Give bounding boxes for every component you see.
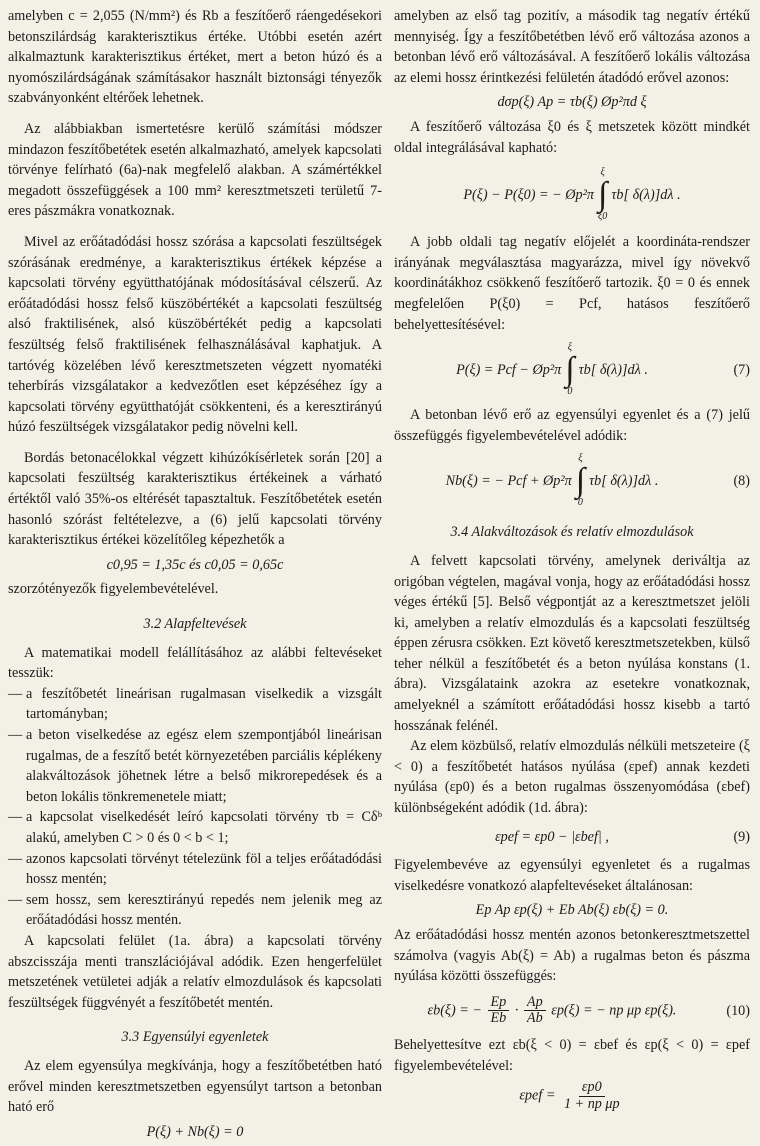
- equation-rhs: εp(ξ) = − np μp εp(ξ).: [551, 1002, 677, 1019]
- equation-lhs: εb(ξ) = −: [427, 1002, 482, 1019]
- integral-sign: ξ ∫ 0: [575, 453, 586, 509]
- lower-limit: 0: [567, 386, 573, 398]
- paragraph: A jobb oldali tag negatív előjelét a koordináta-rendszer irányának megválasztása magyarázza, mivel így növekvő koordinátákhoz csökkenő feszítőerő tartozik. ξ0 = 0 és ennek megfelelően P(ξ0) = Pcf, hatásos feszítőerő behelyettesítésével:: [394, 234, 750, 333]
- equation-lhs: Nb(ξ) = − Pcf + Øp²π: [445, 473, 572, 490]
- denominator: 1 + np μp: [563, 1095, 620, 1112]
- paragraph: amelyben az első tag pozitív, a második tag negatív értékű mennyiség. Így a feszítőbetétben lévő erő változása azonos a betonban lévő erő változásával. A feszítőerő lokális változása az elemi hossz érintkezési felületén átadódó erővel azonos:: [394, 8, 750, 86]
- equation-11: [394, 1080, 750, 1112]
- integral-sign: ξ ∫ ξ0: [598, 167, 608, 223]
- paragraph: A felvett kapcsolati törvény, amelynek deriváltja az origóban végtelen, magával vonja, hogy az erőátadódási hossz véges értékű [5]. Belső végpontját az a keresztmetszet jelöli ki, amelyben a relatív elmozdulás és a kapcsolati feszültség éppen zérusra csökken. Ezt követő keresztmetszetekben, külső teher nélkül a feszítőbetét és a beton nyúlása konstans (1. ábra). Vizsgálataink azokra az esetekre vonatkoznak, amelyeknél a számított erőátadódási hossz kisebb a tartó hosszának felénél.: [394, 552, 750, 734]
- list-item: — a kapcsolat viselkedését leíró kapcsolati törvény τb = Cδᵇ alakú, amelyben C > 0 és 0 < b < 1;: [8, 807, 382, 848]
- equation-rhs: τb[ δ(λ)]dλ .: [611, 186, 681, 203]
- numerator: εp0: [579, 1080, 605, 1097]
- section-heading-3-3: 3.3 Egyensúlyi egyenletek: [121, 1029, 269, 1046]
- integral-sign: ξ ∫ 0: [565, 342, 575, 398]
- paragraph: Mivel az erőátadódási hossz szórása a kapcsolati feszültségek szórásának eredménye, a karakterisztikus értékek képzése a kapcsolati törvény együtthatójának módosításával célszerű. Az erőátadódási hossz felső küszöbértékét a kapcsolati feszültség alsó fraktilisének, alsó küszöbértékét pedig a kapcsolati feszültség felső fraktilisének felhasználásával kaphatjuk. A tartóvég közelében lévő keresztmetszeten végzett nyomatéki teherbírás vizsgálatakor a kedvezőtlen eset képzéséhez így a kapcsolati törvény együtthatóját csökkenteni, és a keresztirányú húzó feszültségek vizsgálatakor pedig növelni kell.: [8, 233, 382, 436]
- upper-limit: ξ: [567, 342, 573, 354]
- denominator: Ab: [526, 1010, 543, 1027]
- list-item: — a feszítőbetét lineárisan rugalmasan viselkedik a vizsgált tartományban;: [8, 684, 382, 725]
- equation-rhs: τb[ δ(λ)]dλ .: [589, 473, 659, 490]
- equation-lhs: εpef =: [519, 1087, 556, 1104]
- equation-8: [394, 454, 750, 508]
- paragraph: Az alábbiakban ismertetésre kerülő számítási módszer mindazon feszítőbetétek esetén alkalmazható, amelyek kapcsolati törvénye felírható (6a)-nak megfelelő alakban. A számértékkel megadott összefüggések a 100 mm² keresztmetszeti területű 7-eres pászmákra vonatkoznak.: [8, 120, 382, 220]
- list-item: — sem hossz, sem keresztirányú repedés nem jelenik meg az erőátadódási hossz mentén.: [8, 890, 382, 931]
- equation-9: [394, 827, 750, 848]
- paragraph: Behelyettesítve ezt εb(ξ < 0) = εbef és εp(ξ < 0) = εpef figyelembevételével:: [394, 1037, 750, 1074]
- formula-fractiles: c0,95 = 1,35c és c0,05 = 0,65c: [106, 556, 284, 573]
- equation-7: [394, 343, 750, 397]
- left-column: [8, 6, 382, 1146]
- force-change-formula: dσp(ξ) Ap = τb(ξ) Øp²πd ξ: [497, 94, 647, 111]
- paragraph: Figyelembevéve az egyensúlyi egyenletet és a rugalmas viselkedésre vonatkozó alapfeltevéseket általánosan:: [394, 857, 750, 894]
- paragraph: Az elem egyensúlya megkívánja, hogy a feszítőbetétben ható erővel minden keresztmetszetben egyensúlyt tartson a betonban ható erő: [8, 1057, 382, 1116]
- equation-rhs: τb[ δ(λ)]dλ .: [578, 361, 648, 378]
- paragraph: A matematikai modell felállításához az alábbi feltevéseket tesszük:: [8, 644, 382, 682]
- section-heading-3-4: 3.4 Alakváltozások és relatív elmozdulások: [450, 524, 694, 541]
- upper-limit: ξ: [578, 453, 583, 465]
- equation-number: (10): [726, 1002, 750, 1019]
- lower-limit: 0: [577, 497, 583, 509]
- equation-number: (8): [733, 473, 750, 490]
- equation-10: [394, 995, 750, 1027]
- upper-limit: ξ: [600, 167, 605, 179]
- paragraph: A feszítőerő változása ξ0 és ξ metszetek között mindkét oldal integrálásával kapható:: [394, 118, 750, 156]
- equation-lhs: P(ξ) = Pcf − Øp²π: [456, 361, 562, 378]
- equation-number: (9): [733, 828, 750, 845]
- fraction: [524, 995, 546, 1027]
- paragraph: A kapcsolati felület (1a. ábra) a kapcsolati törvény abszcisszája menti transzlációjával adódik. Ezen hengerfelület metszetének vetületei adják a relatív elmozdulások és kapcsolati feszültségek függvényét a feszítőbetét mentén.: [8, 932, 382, 1011]
- equilibrium-formula: P(ξ) + Nb(ξ) = 0: [146, 1123, 244, 1140]
- right-column: [394, 6, 750, 1116]
- paragraph: amelyben c = 2,055 (N/mm²) és Rb a feszítőerő ráengedésekori betonszilárdság karakterisztikus értéke. Utóbbi esetén azért alkalmaztunk karakterisztikus értéket, mert a beton húzó és a nyomószilárdságának számításakor használt biztonsági tényezők szabványonként eltérőek lehetnek.: [8, 8, 382, 107]
- multiply-dot: ·: [514, 1002, 519, 1019]
- numerator: Ap: [524, 995, 546, 1012]
- strain-equilibrium-formula: Ep Ap εp(ξ) + Eb Ab(ξ) εb(ξ) = 0.: [475, 902, 669, 919]
- assumption-list: [8, 684, 382, 931]
- paragraph: A betonban lévő erő az egyensúlyi egyenlet és a (7) jelű összefüggés figyelembevételével adódik:: [394, 407, 750, 444]
- list-item: — azonos kapcsolati törvényt tételezünk föl a teljes erőátadódási hossz mentén;: [8, 849, 382, 890]
- fraction: [561, 1080, 623, 1112]
- equation-number: (7): [733, 361, 750, 378]
- lower-limit: ξ0: [598, 211, 608, 223]
- section-heading-3-2: 3.2 Alapfeltevések: [143, 616, 247, 633]
- integral-equation: [394, 168, 750, 222]
- denominator: Eb: [490, 1010, 507, 1027]
- numerator: Ep: [488, 995, 510, 1012]
- paragraph: Az erőátadódási hossz mentén azonos betonkeresztmetszettel számolva (vagyis Ab(ξ) = Ab) a rugalmas beton és pászma nyúlása közötti összefüggés:: [394, 927, 750, 985]
- equation-lhs: P(ξ) − P(ξ0) = − Øp²π: [463, 186, 594, 203]
- list-item: — a beton viselkedése az egész elem szempontjából lineárisan rugalmas, de a feszítő betét környezetében parciális képlékeny alakváltozások jöhetnek létre a belső mikrorepedések és a beton lokális tönkremenetele miatt;: [8, 725, 382, 807]
- fraction: [488, 995, 510, 1027]
- equation-body: εpef = εp0 − |εbef| ,: [495, 828, 609, 845]
- paragraph: Bordás betonacélokkal végzett kihúzókísérletek során [20] a kapcsolati feszültség karakterisztikus értékeinek a várható értéktől való 35%-os eltérését tapasztaltuk. Feszítőbetétek esetén hasonló szórást feltételezve, a (6) jelű kapcsolati törvény karakterisztikus értékei közelítőleg képezhetők a: [8, 449, 382, 549]
- paragraph: szorzótényezők figyelembevételével.: [8, 581, 219, 598]
- paragraph: Az elem közbülső, relatív elmozdulás nélküli metszeteire (ξ < 0) a feszítőbetét hatásos nyúlása (εpef) annak kezdeti nyúlása (εp0) és a beton rugalmas összenyomódása (εbef) különbségeként adódik (1d. ábra):: [394, 738, 750, 817]
